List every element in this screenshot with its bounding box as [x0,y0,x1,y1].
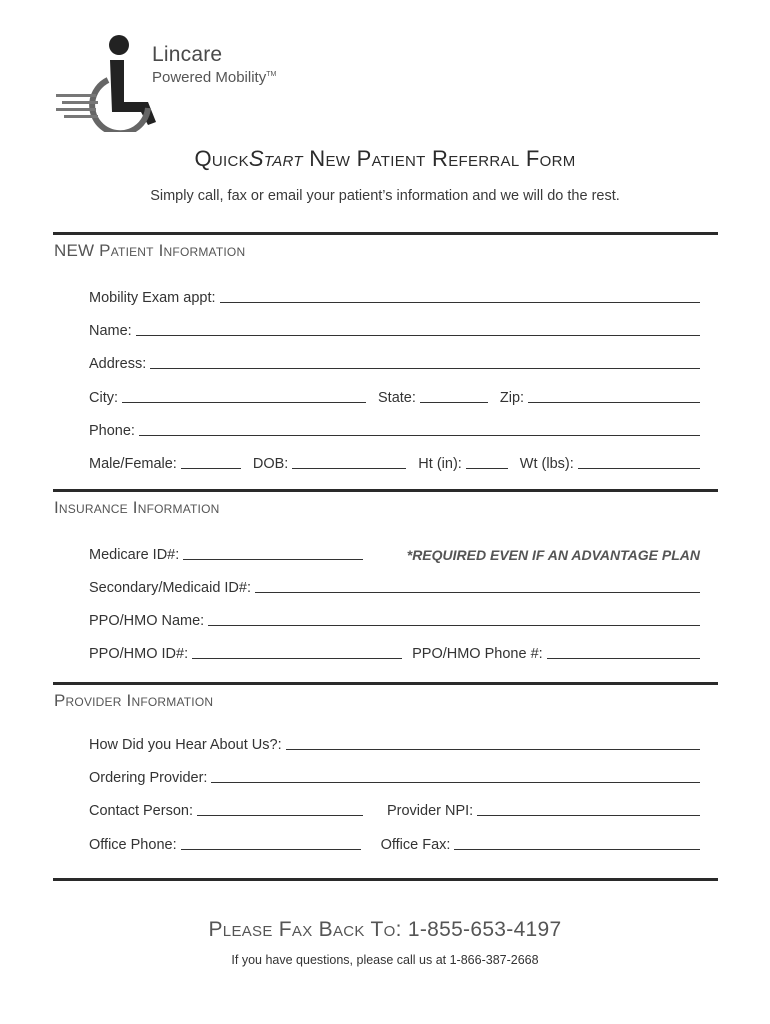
ppo-phone-field[interactable] [547,657,700,659]
ppo-id-field[interactable] [192,657,402,659]
ordering-provider-row [89,764,700,786]
ppo-name-row [89,607,700,629]
contact-npi-row [89,797,700,819]
section-divider [53,878,718,881]
height-field[interactable] [466,467,508,469]
office-phone-label: Office Phone: [89,837,177,853]
patient-section-heading: NEW Patient Information [54,241,246,260]
gender-label: Male/Female: [89,456,177,472]
ppo-id-label: PPO/HMO ID#: [89,646,189,662]
city-field[interactable] [122,401,366,403]
logo-tagline: Powered Mobility™ [152,69,277,86]
mobility-exam-field[interactable] [220,301,700,303]
section-divider [53,489,718,492]
phone-row [89,417,700,439]
hear-about-label: How Did you Hear About Us?: [89,737,282,753]
phone-field[interactable] [139,434,700,436]
ppo-name-field[interactable] [208,624,700,626]
state-label: State: [378,390,416,406]
city-state-zip-row [89,384,700,406]
secondary-row [89,574,700,596]
dob-field[interactable] [292,467,406,469]
fax-back-heading: Please Fax Back To: 1-855-653-4197 [208,918,562,941]
office-fax-field[interactable] [454,848,700,850]
hear-about-row [89,731,700,753]
dob-label: DOB: [252,456,289,472]
mobility-exam-label: Mobility Exam appt: [89,290,216,306]
weight-label: Wt (lbs): [519,456,574,472]
footer-contact: If you have questions, please call us at 1-866-387-2668 [231,953,539,967]
ppo-phone-label: PPO/HMO Phone #: [412,646,543,662]
name-row [89,317,700,339]
medicare-required-note: *REQUIRED EVEN IF AN ADVANTAGE PLAN [406,547,700,563]
demographics-row [89,450,700,472]
ppo-name-label: PPO/HMO Name: [89,613,205,629]
secondary-field[interactable] [255,591,700,593]
lincare-logo [52,32,312,132]
name-label: Name: [89,323,132,339]
provider-npi-label: Provider NPI: [386,803,474,819]
form-subtitle: Simply call, fax or email your patient’s information and we will do the rest. [150,188,620,204]
hear-about-field[interactable] [286,748,700,750]
contact-person-field[interactable] [197,814,363,816]
height-label: Ht (in): [418,456,462,472]
mobility-exam-row [89,284,700,306]
provider-section-heading: Provider Information [54,691,214,710]
provider-npi-field[interactable] [477,814,700,816]
ordering-provider-label: Ordering Provider: [89,770,208,786]
medicare-field[interactable] [183,558,363,560]
section-divider [53,682,718,685]
address-row [89,350,700,372]
insurance-section-heading: Insurance Information [54,498,220,517]
ordering-provider-field[interactable] [211,781,700,783]
weight-field[interactable] [578,467,700,469]
office-phone-fax-row [89,831,700,853]
contact-person-label: Contact Person: [89,803,193,819]
gender-field[interactable] [181,467,241,469]
logo-name: Lincare [152,43,223,66]
name-field[interactable] [136,334,700,336]
section-divider [53,232,718,235]
phone-label: Phone: [89,423,135,439]
city-label: City: [89,390,118,406]
state-field[interactable] [420,401,488,403]
office-phone-field[interactable] [181,848,361,850]
medicare-label: Medicare ID#: [89,547,180,563]
address-label: Address: [89,356,147,372]
zip-field[interactable] [528,401,700,403]
zip-label: Zip: [499,390,525,406]
office-fax-label: Office Fax: [380,837,451,853]
wheelchair-icon [52,32,162,132]
address-field[interactable] [150,367,700,369]
medicare-row [89,541,700,563]
form-title: QuickStart New Patient Referral Form [194,146,576,171]
ppo-id-row [89,640,700,662]
secondary-label: Secondary/Medicaid ID#: [89,580,251,596]
